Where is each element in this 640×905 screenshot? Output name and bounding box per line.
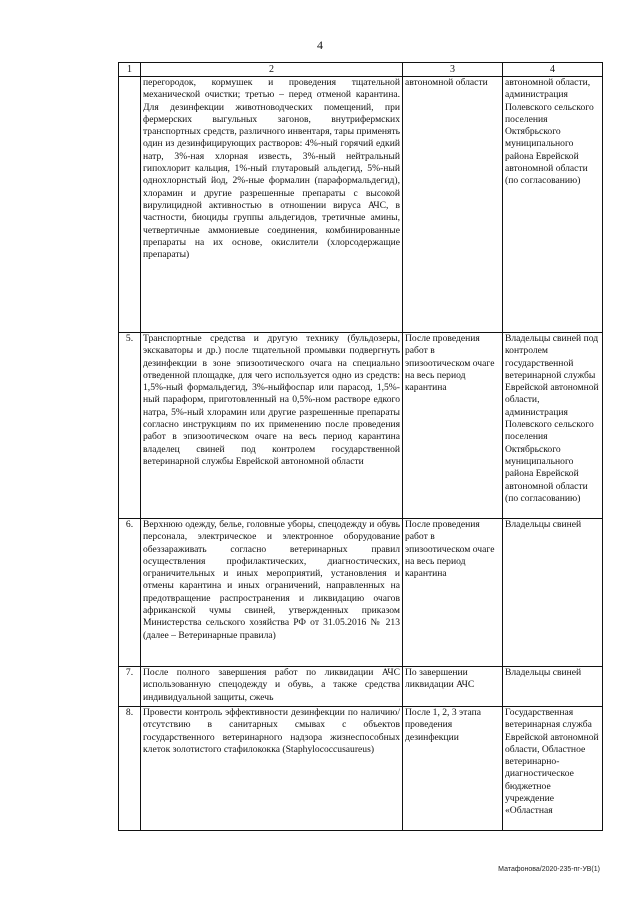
action-cell: Верхнюю одежду, белье, головные уборы, спецодежду и обувь персонала, электрическое и электронное оборудование обеззараживать согласно ветеринарных правил осуществления профилактических, диагностических, ограничительных и иных мероприятий, установления и отмены карантина и иных ограничений, направленных на предотвращение распространения и ликвидацию очагов африканской чумы свиней, утвержденных приказом Министерства сельского хозяйства РФ от 31.05.2016 № 213 (далее – Ветеринарные правила): [141, 519, 403, 667]
row-number: 7.: [119, 667, 141, 707]
row-number: [119, 77, 141, 333]
document-code: Матафонова/2020-235-пг-УВ(1): [498, 866, 600, 873]
header-cell-4: 4: [503, 63, 603, 77]
table-row: [119, 333, 603, 519]
table-header-row: [119, 63, 603, 77]
row-number: 6.: [119, 519, 141, 667]
header-cell-1: 1: [119, 63, 141, 77]
responsible-cell: автономной области, администрация Полевского сельского поселения Октябрьского муниципального района Еврейской автономной области (по согласованию): [503, 77, 603, 333]
time-cell: После проведения работ в эпизоотическом очаге на весь период карантина: [403, 519, 503, 667]
measures-table: [118, 62, 603, 831]
action-cell: После полного завершения работ по ликвидации АЧС использованную спецодежду и обувь, а также средства индивидуальной защиты, сжечь: [141, 667, 403, 707]
time-cell: По завершении ликвидации АЧС: [403, 667, 503, 707]
header-cell-2: 2: [141, 63, 403, 77]
responsible-cell: Государственная ветеринарная служба Еврейской автономной области, Областное ветеринарно-диагностическое бюджетное учреждение «Областная: [503, 707, 603, 831]
action-cell: Транспортные средства и другую технику (бульдозеры, экскаваторы и др.) после тщательной промывки подвергнуть дезинфекции в зоне эпизоотического очага на специально отведенной площадке, для чего используется одно из средств: 1,5%-ный формальдегид, 3%-ныйфоспар или парасод, 1,5%-ный параформ, приготовленный на 0,5%-ном растворе едкого натра, 5%-ный хлорамин или другие разрешенные препараты согласно инструкциям по их применению после проведения работ в эпизоотическом очаге на весь период карантина владелец свиней под контролем государственной ветеринарной службы Еврейской автономной области: [141, 333, 403, 519]
row-number: 5.: [119, 333, 141, 519]
row-number: 8.: [119, 707, 141, 831]
page-number: 4: [317, 38, 323, 52]
table-row: [119, 519, 603, 667]
action-cell: перегородок, кормушек и проведения тщательной механической очистки; третью – перед отменой карантина. Для дезинфекции животноводческих помещений, при фермерских выгульных загонов, внутрифермских транспортных средств, различного инвентаря, тары применять один из дезинфицирующих растворов: 4%-ный горячий едкий натр, 3%-ная хлорная известь, 3%-ный нейтральный гипохлорит кальция, 1%-ный глутаровый альдегид, 5%-ный однохлорнстый йод, 2%-ные формалин (параформальдегид), хлорамин и другие разрешенные препараты с высокой вирулицидной активностью в отношении вируса АЧС, в частности, биоциды группы альдегидов, третичные амины, четвертичные аммониевые соединения, комбинированные препараты на их основе, окислители (хлорсодержащие препараты): [141, 77, 403, 333]
header-cell-3: 3: [403, 63, 503, 77]
action-cell: Провести контроль эффективности дезинфекции по наличию/отсутствию в санитарных смывах с объектов государственного ветеринарного надзора жизнеспособных клеток золотистого стафилококка (Staphylococcusaureus): [141, 707, 403, 831]
table-row: [119, 707, 603, 831]
responsible-cell: Владельцы свиней: [503, 519, 603, 667]
time-cell: автономной области: [403, 77, 503, 333]
time-cell: После 1, 2, 3 этапа проведения дезинфекции: [403, 707, 503, 831]
responsible-cell: Владельцы свиней: [503, 667, 603, 707]
table-row: [119, 77, 603, 333]
table-row: [119, 667, 603, 707]
time-cell: После проведения работ в эпизоотическом очаге на весь период карантина: [403, 333, 503, 519]
responsible-cell: Владельцы свиней под контролем государственной ветеринарной службы Еврейской автономной области, администрация Полевского сельского поселения Октябрьского муниципального района Еврейской автономной области (по согласованию): [503, 333, 603, 519]
